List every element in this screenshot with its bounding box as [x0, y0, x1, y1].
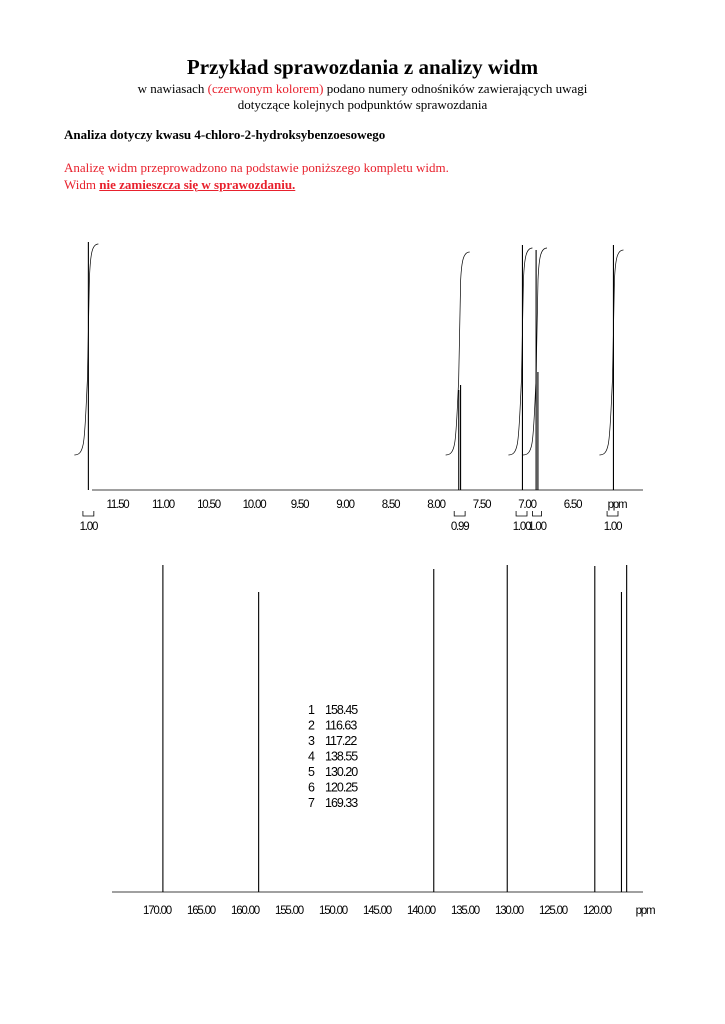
c-tick-label: 165.00 [187, 905, 215, 917]
note-line-2-pre: Widm [64, 177, 100, 192]
h-tick-label: 10.00 [242, 499, 266, 511]
c-tick-label: 120.00 [583, 905, 611, 917]
c-peak-shift: 158.45 [325, 703, 358, 717]
h-integral-value: 1.00 [528, 521, 546, 533]
c-peak-number: 3 [308, 734, 314, 748]
h-tick-label: 11.00 [152, 499, 174, 511]
h-tick-label: 8.00 [427, 499, 445, 511]
note-line-1: Analizę widm przeprowadzono na podstawie poniższego kompletu widm. [64, 160, 449, 175]
h-tick-label: 9.50 [290, 499, 309, 511]
h-integral-value: 1.00 [512, 521, 531, 533]
c-tick-label: ppm [635, 905, 655, 917]
h-tick-label: 11.50 [106, 499, 129, 511]
h-integral-value: 0.99 [450, 521, 469, 533]
c-peak-shift: 169.33 [325, 796, 358, 810]
c-peak-shift: 138.55 [325, 749, 358, 764]
c-tick-label: 140.00 [407, 905, 435, 917]
c-tick-label: 125.00 [539, 905, 567, 917]
c-peak-number: 7 [308, 796, 314, 810]
subtitle-pre: w nawiasach [137, 81, 208, 96]
c-peak-number: 4 [308, 749, 314, 764]
c-tick-label: 130.00 [495, 905, 523, 917]
h-tick-label: 8.50 [381, 499, 400, 511]
analysis-line: Analiza dotyczy kwasu 4-chloro-2-hydroksybenzoesowego [64, 127, 386, 142]
c-tick-label: 150.00 [319, 905, 347, 917]
h-integral-value: 1.00 [79, 521, 98, 533]
h-tick-label: 10.50 [197, 499, 220, 511]
h-tick-label: 9.00 [336, 499, 354, 511]
c-peak-shift: 130.20 [325, 765, 358, 779]
c-tick-label: 155.00 [275, 905, 303, 917]
c-tick-label: 135.00 [451, 905, 479, 917]
h-tick-label: ppm [607, 499, 627, 511]
c-peak-shift: 117.22 [325, 734, 357, 748]
c-tick-label: 170.00 [143, 905, 171, 917]
c-peak-number: 5 [308, 765, 314, 779]
c-tick-label: 160.00 [231, 905, 259, 917]
h-tick-label: 7.50 [472, 499, 491, 511]
h-tick-label: 6.50 [563, 499, 582, 511]
note-line-2-emphasis: nie zamieszcza się w sprawozdaniu. [99, 177, 296, 192]
h-integral-value: 1.00 [603, 521, 622, 533]
c-tick-label: 145.00 [363, 905, 391, 917]
c-peak-shift: 120.25 [325, 780, 358, 795]
subtitle-post: podano numery odnośników zawierających uwagi [323, 81, 588, 96]
subtitle-red-note: (czerwonym kolorem) [207, 81, 324, 96]
subtitle-line-2: dotyczące kolejnych podpunktów sprawozdania [237, 97, 488, 112]
h-tick-label: 7.00 [518, 499, 536, 511]
c-peak-number: 1 [308, 703, 314, 717]
page-title: Przykład sprawozdania z analizy widm [186, 55, 539, 79]
c-peak-shift: 116.63 [325, 718, 357, 733]
c-peak-number: 2 [308, 718, 314, 733]
c-peak-number: 6 [308, 780, 314, 795]
